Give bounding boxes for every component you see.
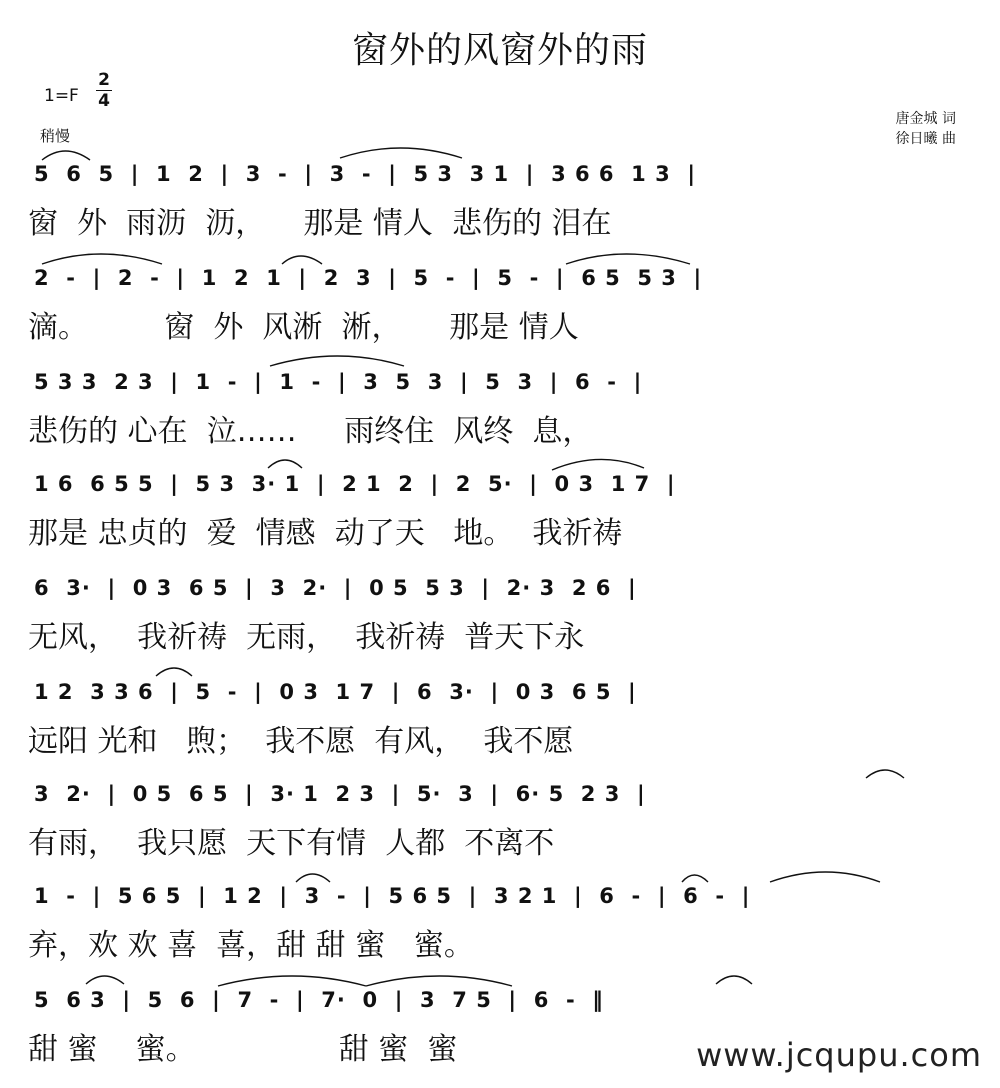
- time-signature-denominator: 4: [98, 91, 110, 111]
- slur-arc: [218, 976, 366, 986]
- lyrics-line-1: 窗 外 雨沥 沥， 那是 情人 悲伤的 泪在: [28, 206, 612, 241]
- notation-line-2: 2 - | 2 - | 1 2 1 | 2 3 | 5 - | 5 - | 6 5 5 3 |: [34, 266, 703, 290]
- time-signature: [96, 70, 112, 111]
- lyrics-line-8: 弃，欢 欢 喜 喜，甜 甜 蜜 蜜。: [28, 928, 474, 963]
- slur-arc: [42, 151, 90, 160]
- notation-line-4: 1 6 6 5 5 | 5 3 3· 1 | 2 1 2 | 2 5· | 0 3 1 7 |: [34, 472, 676, 496]
- slur-arc: [42, 254, 162, 264]
- slur-arc: [366, 976, 512, 986]
- tempo-marking: 稍慢: [40, 127, 71, 145]
- time-signature-numerator: 2: [98, 70, 110, 90]
- lyrics-line-6: 远阳 光和 煦； 我不愿 有风， 我不愿: [28, 724, 574, 759]
- slur-arc: [86, 976, 124, 984]
- lyrics-line-4: 那是 忠贞的 爱 情感 动了天 地。 我祈祷: [28, 516, 623, 551]
- slur-arc: [340, 148, 462, 158]
- slur-arc: [682, 875, 708, 882]
- notation-line-8: 1 - | 5 6 5 | 1 2 | 3 - | 5 6 5 | 3 2 1 | 6 - | 6 - |: [34, 884, 751, 908]
- slur-arc: [282, 256, 322, 264]
- notation-line-6: 1 2 3 3 6 | 5 - | 0 3 1 7 | 6 3· | 0 3 6 5 |: [34, 680, 637, 704]
- key-signature: 1=F: [44, 86, 79, 106]
- slur-arc: [268, 460, 302, 468]
- lyrics-line-9: 甜 蜜 蜜。 甜 蜜 蜜: [28, 1032, 458, 1067]
- slur-arc: [296, 874, 330, 882]
- notation-line-1: 5 6 5 | 1 2 | 3 - | 3 - | 5 3 3 1 | 3 6 6 1 3 |: [34, 162, 696, 186]
- lyrics-line-3: 悲伤的 心在 泣…… 雨终住 风终 息，: [28, 414, 593, 449]
- slur-arc: [716, 976, 752, 984]
- slur-arc: [866, 770, 904, 778]
- slur-arc: [552, 459, 644, 470]
- slur-arc: [156, 668, 192, 676]
- lyrics-line-7: 有雨， 我只愿 天下有情 人都 不离不: [28, 826, 555, 861]
- song-title: 窗外的风窗外的雨: [351, 30, 648, 71]
- notation-line-9: 5 6 3 | 5 6 | 7 - | 7· 0 | 3 7 5 | 6 - ‖: [34, 988, 604, 1012]
- notation-line-5: 6 3· | 0 3 6 5 | 3 2· | 0 5 5 3 | 2· 3 2 6 |: [34, 576, 637, 600]
- lyrics-line-5: 无风， 我祈祷 无雨， 我祈祷 普天下永: [28, 620, 585, 655]
- slur-arc: [270, 356, 404, 366]
- composer-credit: 徐日曦 曲: [895, 131, 956, 147]
- notation-line-7: 3 2· | 0 5 6 5 | 3· 1 2 3 | 5· 3 | 6· 5 2 3 |: [34, 782, 646, 806]
- notation-line-3: 5 3 3 2 3 | 1 - | 1 - | 3 5 3 | 5 3 | 6 - |: [34, 370, 643, 394]
- slur-arc: [770, 872, 880, 882]
- slur-arc: [566, 254, 690, 264]
- lyricist-credit: 唐金城 词: [895, 111, 956, 127]
- lyrics-line-2: 滴。 窗 外 风淅 淅， 那是 情人: [28, 310, 579, 345]
- site-watermark: www.jcqupu.com: [692, 1036, 986, 1074]
